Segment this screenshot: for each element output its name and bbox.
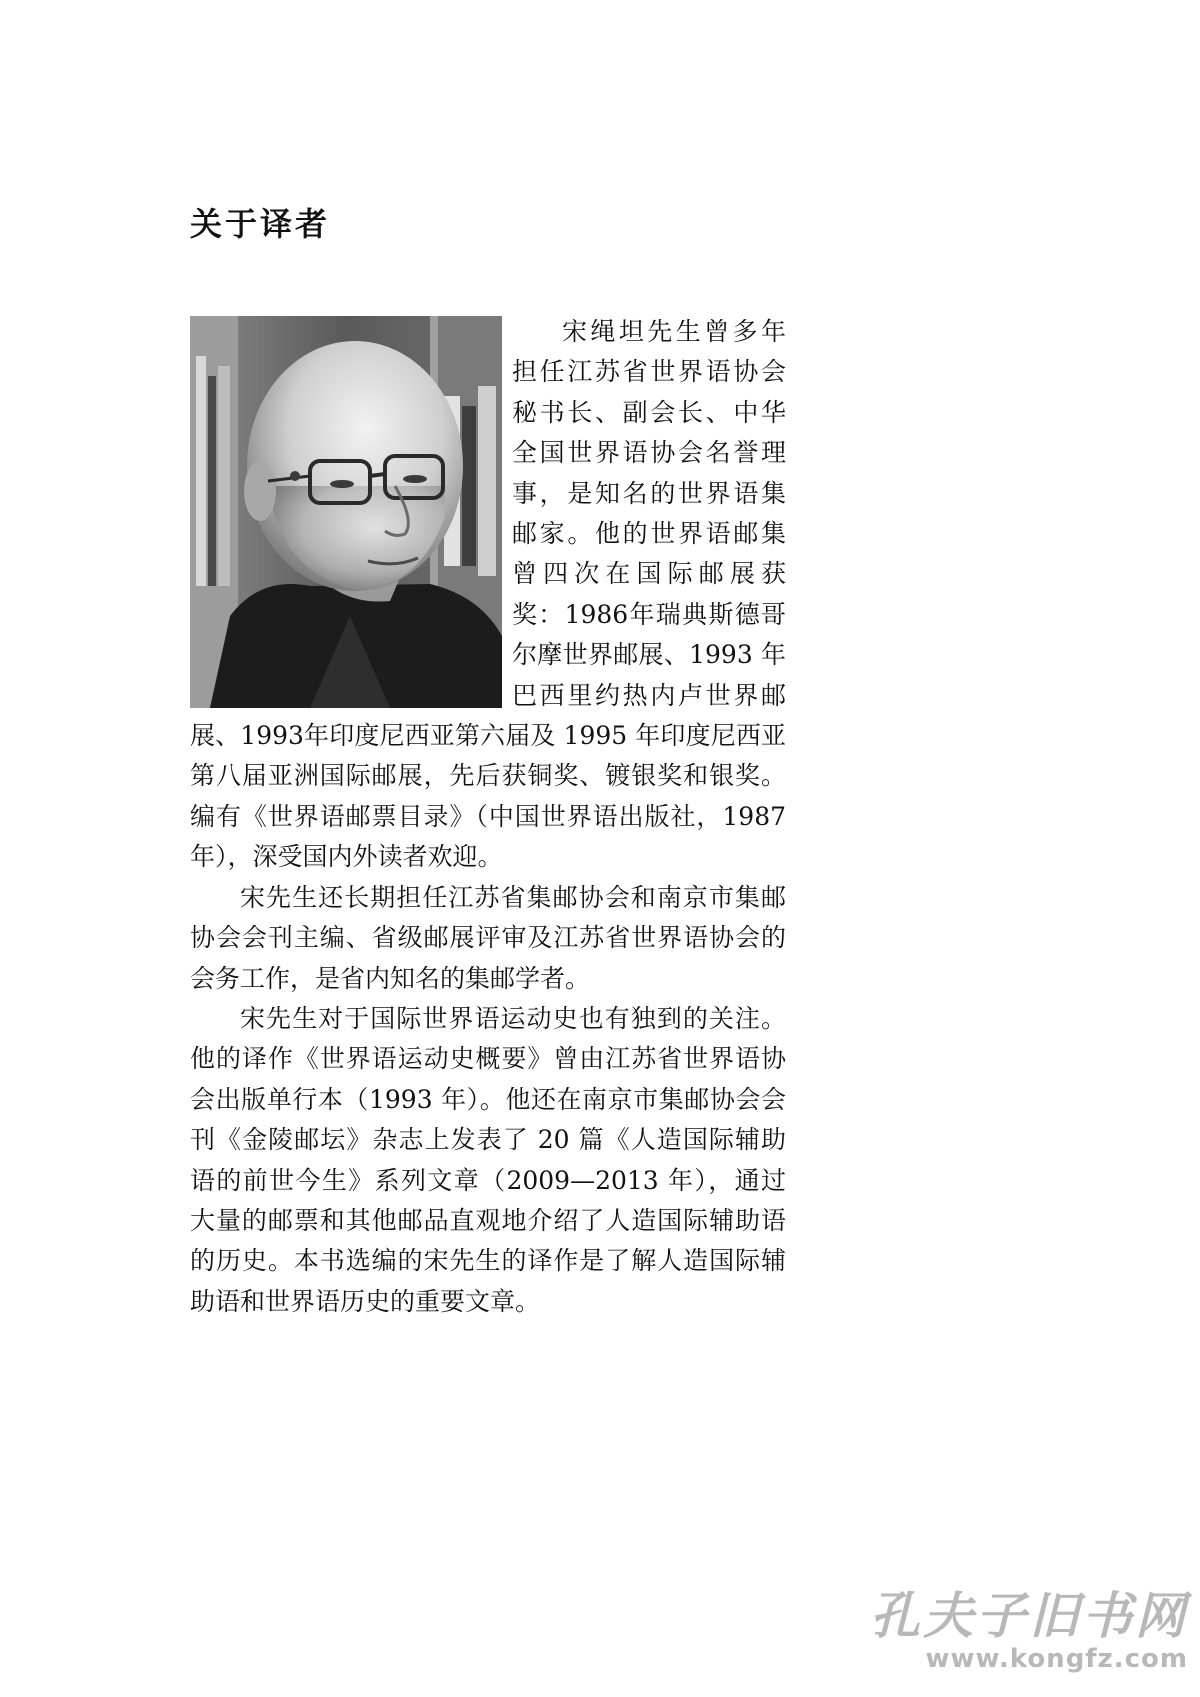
translator-portrait-photo <box>190 316 502 708</box>
watermark <box>870 1586 1188 1675</box>
paragraph-3: 宋先生对于国际世界语运动史也有独到的关注。他的译作《世界语运动史概要》曾由江苏省世界语协会出版单行本（1993 年）。他还在南京市集邮协会会刊《金陵邮坛》杂志上发表了 20 篇《人造国际辅助语的前世今生》系列文章（2009—2013 年），通过大量的邮票和其他邮品直观地介绍了人造国际辅助语的历史。本书选编的宋先生的译作是了解人造国际辅助语和世界语历史的重要文章。 <box>190 1003 786 1316</box>
article-body <box>190 312 786 1322</box>
page-title: 关于译者 <box>190 205 331 243</box>
paragraph-1: 宋绳坦先生曾多年担任江苏省世界语协会秘书长、副会长、中华全国世界语协会名誉理事，是知名的世界语集邮家。他的世界语邮集曾四次在国际邮展获奖：1986年瑞典斯德哥尔摩世界邮展、1993 年巴西里约热内卢世界邮展、1993年印度尼西亚第六届及 1995 年印度尼西亚第八届亚洲国际邮展，先后获铜奖、镀银奖和银奖。编有《世界语邮票目录》（中国世界语出版社，1987年），深受国内外读者欢迎。 <box>190 317 786 872</box>
paragraph-2: 宋先生还长期担任江苏省集邮协会和南京市集邮协会会刊主编、省级邮展评审及江苏省世界语协会的会务工作，是省内知名的集邮学者。 <box>190 882 786 993</box>
watermark-site-name: 孔夫子旧书网 <box>870 1586 1188 1645</box>
watermark-site-url: www.kongfz.com <box>925 1643 1188 1674</box>
